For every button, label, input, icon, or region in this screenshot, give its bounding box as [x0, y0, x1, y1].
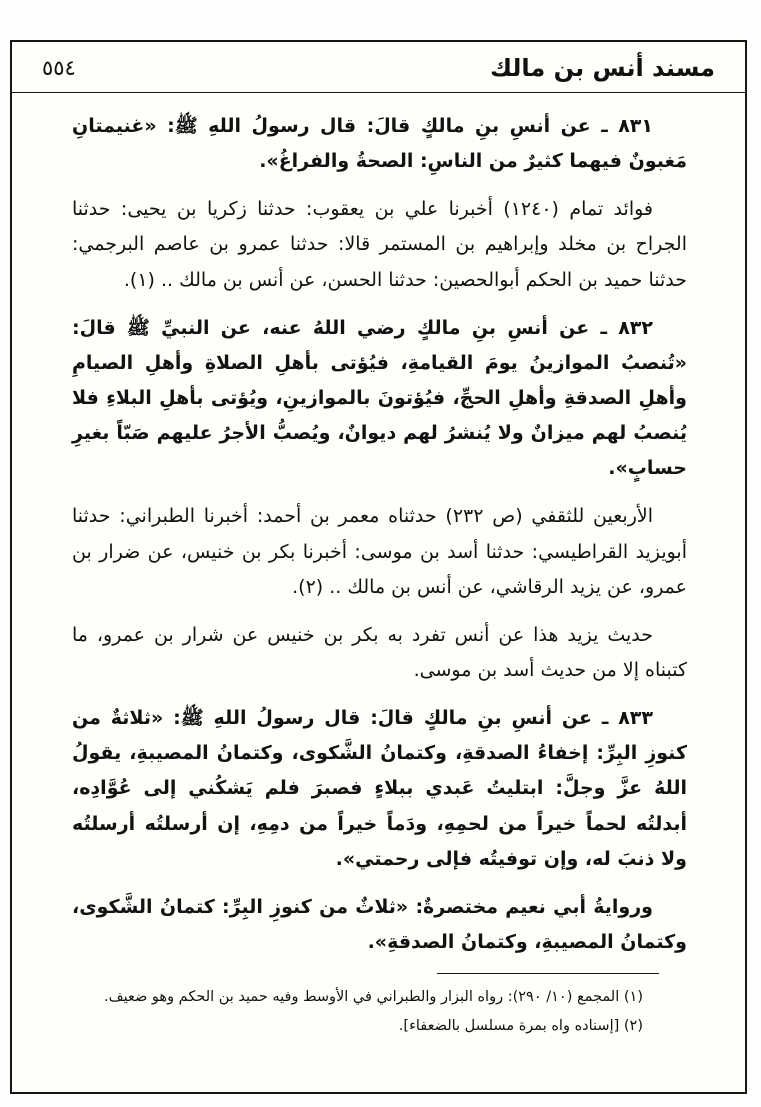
hadith-833-text: ٨٣٣ ـ عن أنسِ بنِ مالكٍ قالَ: قال رسولُ اللهِ ﷺ: «ثلاثةٌ من كنوزِ البِرِّ: إخفاءُ الصدقةِ، وكتمانُ الشَّكوى، وكتمانُ المصيبةِ، يقولُ اللهُ عزَّ وجلَّ: ابتليتُ عَبدي ببلاءٍ فصبرَ فلم يَشكُني إلى عُوَّادِه، أبدلتُه لحماً خيراً من لحمِهِ، ودَماً خيراً من دمِهِ، إن أرسلتُه أرسلتُه ولا ذنبَ له، وإن توفيتُه فإلى رحمتي».: [72, 707, 687, 870]
book-title: مسند أنس بن مالك: [489, 54, 715, 82]
hadith-832-comment: حديث يزيد هذا عن أنس تفرد به بكر بن خنيس عن شرار بن عمرو، ما كتبناه إلا من حديث أسد بن موسى.: [72, 623, 687, 681]
footnote-2: (٢) [إسناده واه بمرة مسلسل بالضعفاء].: [398, 1017, 643, 1034]
footnote-separator: [437, 973, 659, 974]
page-number: ٥٥٤: [42, 56, 76, 80]
hadith-832-text: ٨٣٢ ـ عن أنسِ بنِ مالكٍ رضي اللهُ عنه، عن النبيِّ ﷺ قالَ: «تُنصبُ الموازينُ يومَ القيامةِ، فيُؤتى بأهلِ الصلاةِ وأهلِ الصيامِ وأهلِ الصدقةِ وأهلِ الحجِّ، فيُؤتونَ بالموازينِ، ويُؤتى بأهلِ البلاءِ فلا يُنصبُ لهم ميزانٌ ولا يُنشرُ لهم ديوانٌ، ويُصبُّ الأجرُ عليهم صَبّاً بغيرِ حسابٍ».: [72, 316, 687, 480]
footnote-1: (١) المجمع (١٠/ ٢٩٠): رواه البزار والطبراني في الأوسط وفيه حميد بن الحكم وهو ضعيف.: [104, 989, 643, 1006]
hadith-831-source: فوائد تمام (١٢٤٠) أخبرنا علي بن يعقوب: حدثنا زكريا بن يحيى: حدثنا الجراح بن مخلد وإبراهيم بن المستمر قالا: حدثنا عمرو بن عاصم البرجمي: حدثنا حميد بن الحكم أبوالحصين: حدثنا الحسن، عن أنس بن مالك .. (١).: [72, 198, 687, 291]
footnote-area: [12, 973, 745, 1042]
hadith-832-source: الأربعين للثقفي (ص ٢٣٢) حدثناه معمر بن أحمد: أخبرنا الطبراني: حدثنا أبويزيد القراطيسي: حدثنا أسد بن موسى: أخبرنا بكر بن خنيس، عن ضرار بن عمرو، عن يزيد الرقاشي، عن أنس بن مالك .. (٢).: [72, 505, 687, 598]
hadith-831-text: ٨٣١ ـ عن أنسِ بنِ مالكٍ قالَ: قال رسولُ اللهِ ﷺ: «غنيمتانِ مَغبونٌ فيهما كثيرٌ من الناسِ: الصحةُ والفراغُ».: [72, 115, 687, 173]
page-header: [12, 42, 745, 93]
page-body: [12, 93, 745, 973]
hadith-833-short-version: وروايةُ أبي نعيم مختصرةٌ: «ثلاثٌ من كنوزِ البِرِّ: كتمانُ الشَّكوى، وكتمانُ المصيبةِ، وكتمانُ الصدقةِ».: [72, 895, 687, 953]
page-frame: [10, 40, 747, 1094]
